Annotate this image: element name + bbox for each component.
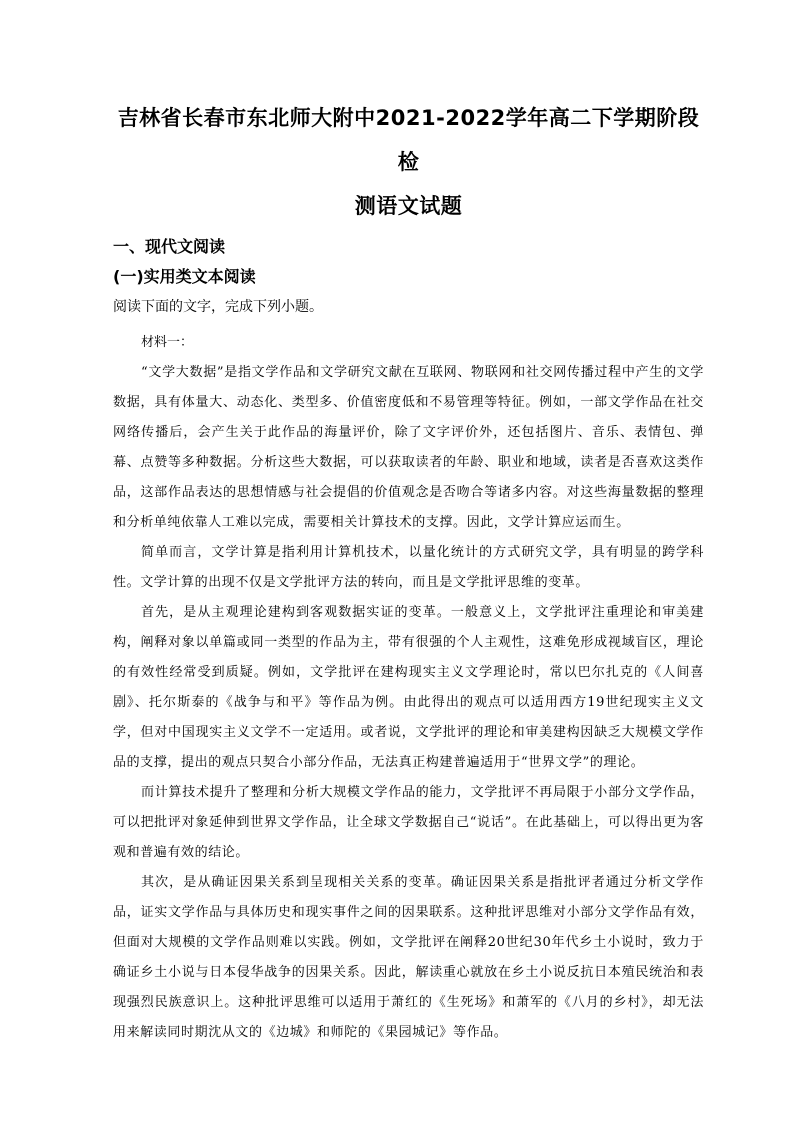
title-line-2: 测语文试题 [354, 194, 463, 218]
paragraph: “文学大数据”是指文学作品和文学研究文献在互联网、物联网和社交网传播过程中产生的文学数据，具有体量大、动态化、类型多、价值密度低和不易管理等特征。例如，一部文学作品在社交网络传播后，会产生关于此作品的海量评价，除了文字评价外，还包括图片、音乐、表情包、弹幕、点赞等多种数据。分析这些大数据，可以获取读者的年龄、职业和地域，读者是否喜欢这类作品，这部作品表达的思想情感与社会提倡的价值观念是否吻合等诸多内容。对这些海量数据的整理和分析单纯依靠人工难以完成，需要相关计算技术的支撑。因此，文学计算应运而生。 [113, 365, 704, 530]
instruction-text: 阅读下面的文字，完成下列小题。 [113, 299, 323, 315]
paragraph: 而计算技术提升了整理和分析大规模文学作品的能力，文学批评不再局限于小部分文学作品，可以把批评对象延伸到世界文学作品，让全球文学数据自己“说话”。在此基础上，可以得出更为客观和普遍有效的结论。 [113, 785, 704, 860]
page-title [113, 96, 704, 228]
title-line-1: 吉林省长春市东北师大附中2021-2022学年高二下学期阶段检 [117, 106, 700, 174]
material-label: 材料一： [141, 335, 194, 350]
section-heading: 一、现代文阅读 [113, 237, 226, 256]
paragraph: 简单而言，文学计算是指利用计算机技术，以量化统计的方式研究文学，具有明显的跨学科性。文学计算的出现不仅是文学批评方法的转向，而且是文学批评思维的变革。 [113, 545, 704, 590]
paragraph: 其次，是从确证因果关系到呈现相关关系的变革。确证因果关系是指批评者通过分析文学作品，证实文学作品与具体历史和现实事件之间的因果联系。这种批评思维对小部分文学作品有效，但面对大规模的文学作品则难以实践。例如，文学批评在阐释20世纪30年代乡土小说时，致力于确证乡土小说与日本侵华战争的因果关系。因此，解读重心就放在乡土小说反抗日本殖民统治和表现强烈民族意识上。这种批评思维可以适用于萧红的《生死场》和萧军的《八月的乡村》，却无法用来解读同时期沈从文的《边城》和师陀的《果园城记》等作品。 [113, 875, 704, 1040]
subsection-heading: (一)实用类文本阅读 [113, 267, 256, 286]
paragraph: 首先，是从主观理论建构到客观数据实证的变革。一般意义上，文学批评注重理论和审美建构，阐释对象以单篇或同一类型的作品为主，带有很强的个人主观性，这难免形成视域盲区，理论的有效性经常受到质疑。例如，文学批评在建构现实主义文学理论时，常以巴尔扎克的《人间喜剧》、托尔斯泰的《战争与和平》等作品为例。由此得出的观点可以适用西方19世纪现实主义文学，但对中国现实主义文学不一定适用。或者说，文学批评的理论和审美建构因缺乏大规模文学作品的支撑，提出的观点只契合小部分作品，无法真正构建普遍适用于“世界文学”的理论。 [113, 605, 704, 770]
